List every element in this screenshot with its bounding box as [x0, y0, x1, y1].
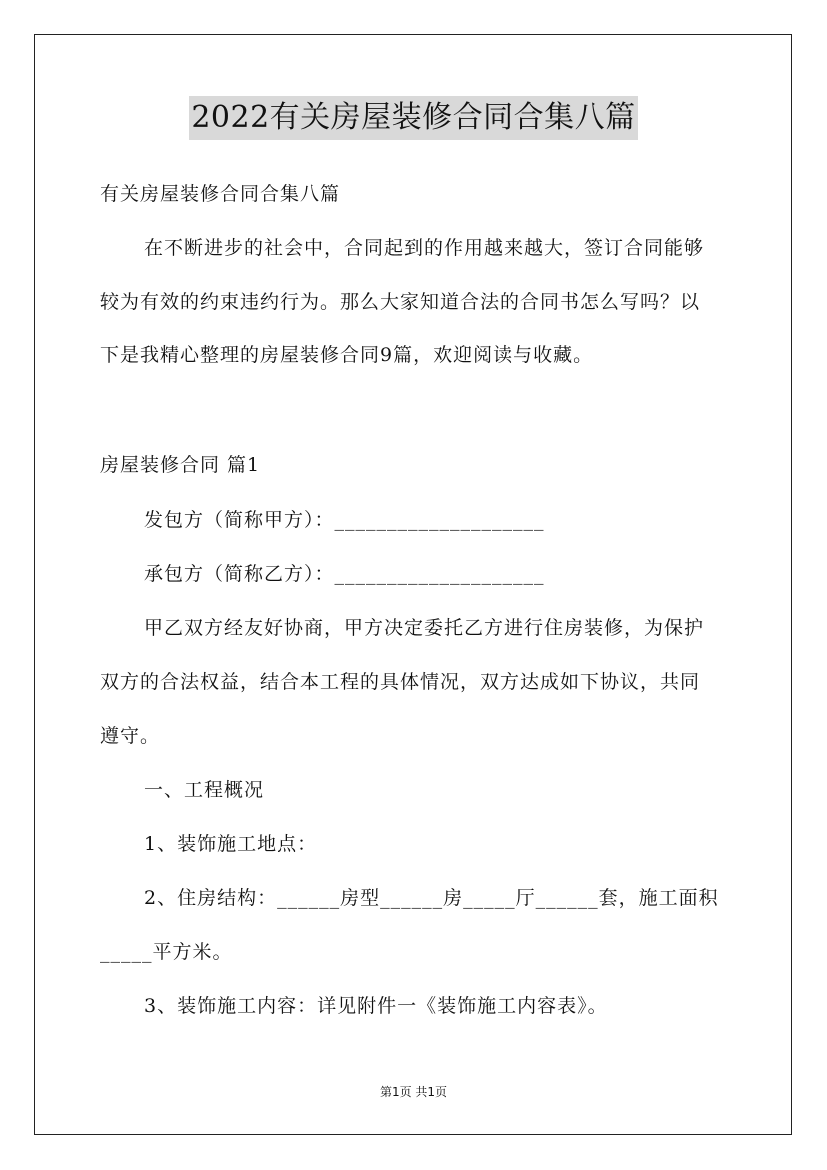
clause-item-2-continued: _____平方米。	[100, 941, 233, 963]
document-subtitle: 有关房屋装修合同合集八篇	[100, 183, 341, 205]
section-heading: 房屋装修合同 篇1	[100, 454, 261, 476]
intro-paragraph-line-3: 下是我精心整理的房屋装修合同9篇，欢迎阅读与收藏。	[100, 344, 594, 366]
party-b-line: 承包方（简称乙方）：____________________	[144, 563, 545, 585]
agreement-paragraph-line-1: 甲乙双方经友好协商，甲方决定委托乙方进行住房装修，为保护	[144, 617, 705, 639]
clause-item-2: 2、住房结构：______房型______房_____厅______套，施工面积	[144, 887, 719, 909]
agreement-paragraph-line-2: 双方的合法权益，结合本工程的具体情况，双方达成如下协议，共同	[100, 671, 701, 693]
clause-item-1: 1、装饰施工地点：	[144, 833, 318, 855]
clause-heading: 一、工程概况	[144, 779, 265, 801]
document-title: 2022有关房屋装修合同合集八篇	[189, 96, 637, 140]
page-footer: 第1页 共1页	[379, 1085, 448, 1099]
intro-paragraph-line-1: 在不断进步的社会中，合同起到的作用越来越大，签订合同能够	[144, 237, 705, 259]
title-container	[0, 96, 827, 140]
clause-item-3: 3、装饰施工内容：详见附件一《装饰施工内容表》。	[144, 995, 608, 1017]
intro-paragraph-line-2: 较为有效的约束违约行为。那么大家知道合法的合同书怎么写吗？以	[100, 291, 701, 313]
party-a-line: 发包方（简称甲方）：____________________	[144, 509, 545, 531]
agreement-paragraph-line-3: 遵守。	[100, 725, 161, 747]
